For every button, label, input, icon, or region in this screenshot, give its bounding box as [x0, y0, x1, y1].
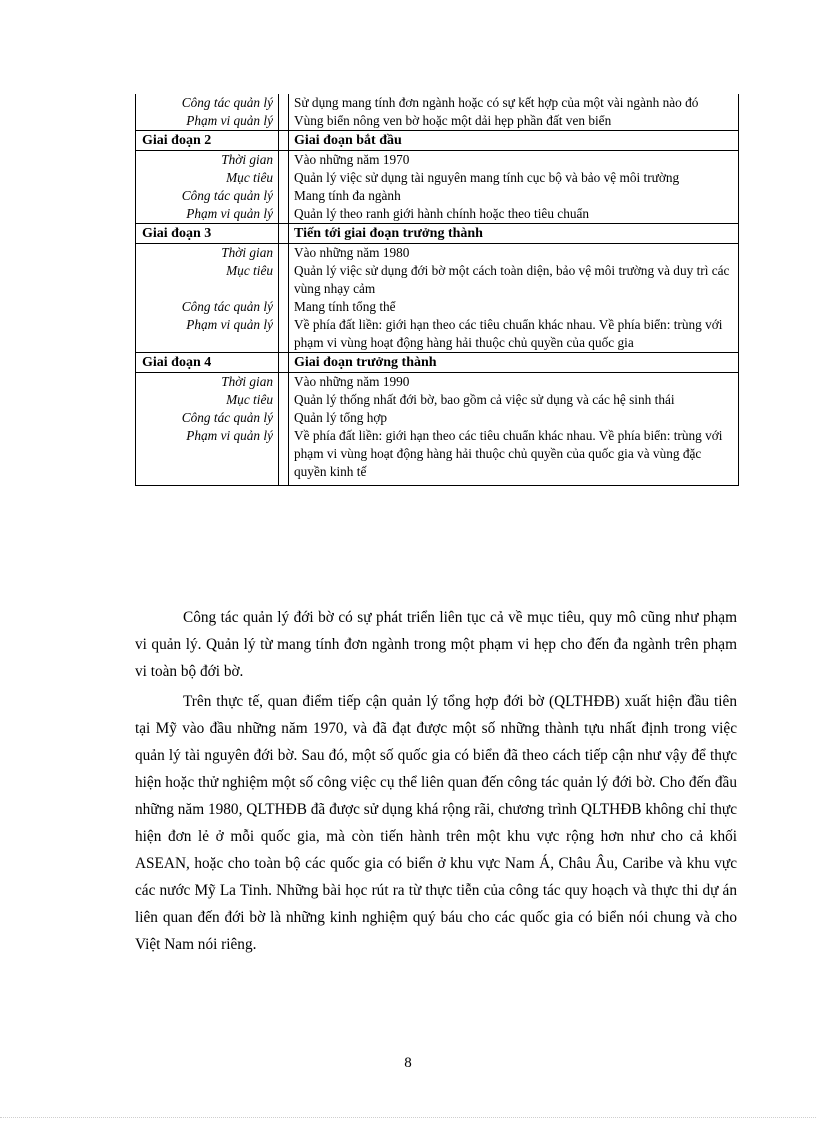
row-value: Về phía đất liền: giới hạn theo các tiêu chuẩn khác nhau. Về phía biển: trùng với phạm vi vùng hoạt động hàng hải thuộc chủ quyền của quốc gia	[289, 316, 739, 353]
row-label: Phạm vi quản lý	[136, 112, 279, 131]
row-label: Công tác quản lý	[136, 187, 279, 205]
row-label: Phạm vi quản lý	[136, 427, 279, 486]
body-paragraph	[135, 688, 737, 958]
table-row	[136, 316, 739, 353]
table-row	[136, 112, 739, 131]
stage-header-row	[136, 131, 739, 151]
stage-header-row	[136, 353, 739, 373]
table-row	[136, 205, 739, 224]
row-value: Vào những năm 1980	[289, 244, 739, 263]
management-stages-table	[135, 94, 739, 486]
table-row	[136, 427, 739, 486]
row-value: Quản lý việc sử dụng đới bờ một cách toàn diện, bảo vệ môi trường và duy trì các vùng nhạy cảm	[289, 262, 739, 298]
stage-title: Giai đoạn bắt đầu	[289, 131, 739, 151]
body-paragraph	[135, 604, 737, 685]
page-number: 8	[404, 1055, 412, 1071]
table-row	[136, 409, 739, 427]
table-row	[136, 373, 739, 392]
row-value: Quản lý việc sử dụng tài nguyên mang tính cục bộ và bảo vệ môi trường	[289, 169, 739, 187]
table-row	[136, 391, 739, 409]
table-row	[136, 151, 739, 170]
page-divider	[0, 1117, 816, 1118]
table-row	[136, 169, 739, 187]
paragraph-text: Công tác quản lý đới bờ có sự phát triển liên tục cả về mục tiêu, quy mô cũng như phạm vi quản lý. Quản lý từ mang tính đơn ngành trong một phạm vi hẹp cho đến đa ngành trên phạm vi toàn bộ đới bờ.	[135, 609, 737, 680]
row-value: Sử dụng mang tính đơn ngành hoặc có sự kết hợp của một vài ngành nào đó	[289, 94, 739, 112]
row-value: Quản lý tổng hợp	[289, 409, 739, 427]
row-label: Mục tiêu	[136, 262, 279, 298]
row-value: Quản lý theo ranh giới hành chính hoặc theo tiêu chuẩn	[289, 205, 739, 224]
table-row	[136, 298, 739, 316]
row-value: Vào những năm 1990	[289, 373, 739, 392]
stage-name: Giai đoạn 3	[136, 224, 279, 244]
paragraph-text: Trên thực tế, quan điểm tiếp cận quản lý tổng hợp đới bờ (QLTHĐB) xuất hiện đầu tiên tại Mỹ vào đầu những năm 1970, và đã đạt được một số những thành tựu nhất định trong việc quản lý tài nguyên đới bờ. Sau đó, một số quốc gia có biển đã theo cách tiếp cận như vậy để thực hiện hoặc thử nghiệm một số công việc cụ thể liên quan đến công tác quản lý đới bờ. Cho đến đầu những năm 1980, QLTHĐB đã được sử dụng khá rộng rãi, chương trình QLTHĐB không chỉ thực hiện đơn lẻ ở mỗi quốc gia, mà còn tiến hành trên một khu vực rộng hơn như cho cả khối ASEAN, hoặc cho toàn bộ các quốc gia có biển ở khu vực Nam Á, Châu Âu, Caribe và khu vực các nước Mỹ La Tinh. Những bài học rút ra từ thực tiễn của công tác quy hoạch và thực thi dự án liên quan đến đới bờ là những kinh nghiệm quý báu cho các quốc gia có biển nói chung và cho Việt Nam nói riêng.	[135, 693, 737, 953]
table-row	[136, 244, 739, 263]
row-value: Vào những năm 1970	[289, 151, 739, 170]
row-label: Mục tiêu	[136, 391, 279, 409]
row-label: Thời gian	[136, 151, 279, 170]
stage-name: Giai đoạn 4	[136, 353, 279, 373]
table-row	[136, 187, 739, 205]
stage-header-row	[136, 224, 739, 244]
row-label: Công tác quản lý	[136, 298, 279, 316]
row-value: Về phía đất liền: giới hạn theo các tiêu chuẩn khác nhau. Về phía biển: trùng với phạm vi vùng hoạt động hàng hải thuộc chủ quyền của quốc gia và vùng đặc quyền kinh tế	[289, 427, 739, 486]
stage-title: Tiến tới giai đoạn trưởng thành	[289, 224, 739, 244]
row-label: Phạm vi quản lý	[136, 316, 279, 353]
row-label: Phạm vi quản lý	[136, 205, 279, 224]
row-label: Thời gian	[136, 244, 279, 263]
row-label: Thời gian	[136, 373, 279, 392]
row-value: Mang tính đa ngành	[289, 187, 739, 205]
row-label: Công tác quản lý	[136, 409, 279, 427]
table-row	[136, 262, 739, 298]
row-value: Quản lý thống nhất đới bờ, bao gồm cả việc sử dụng và các hệ sinh thái	[289, 391, 739, 409]
stage-title: Giai đoạn trưởng thành	[289, 353, 739, 373]
row-value: Vùng biển nông ven bờ hoặc một dải hẹp phần đất ven biển	[289, 112, 739, 131]
stage-name: Giai đoạn 2	[136, 131, 279, 151]
table-row	[136, 94, 739, 112]
row-value: Mang tính tổng thể	[289, 298, 739, 316]
row-label: Mục tiêu	[136, 169, 279, 187]
row-label: Công tác quản lý	[136, 94, 279, 112]
